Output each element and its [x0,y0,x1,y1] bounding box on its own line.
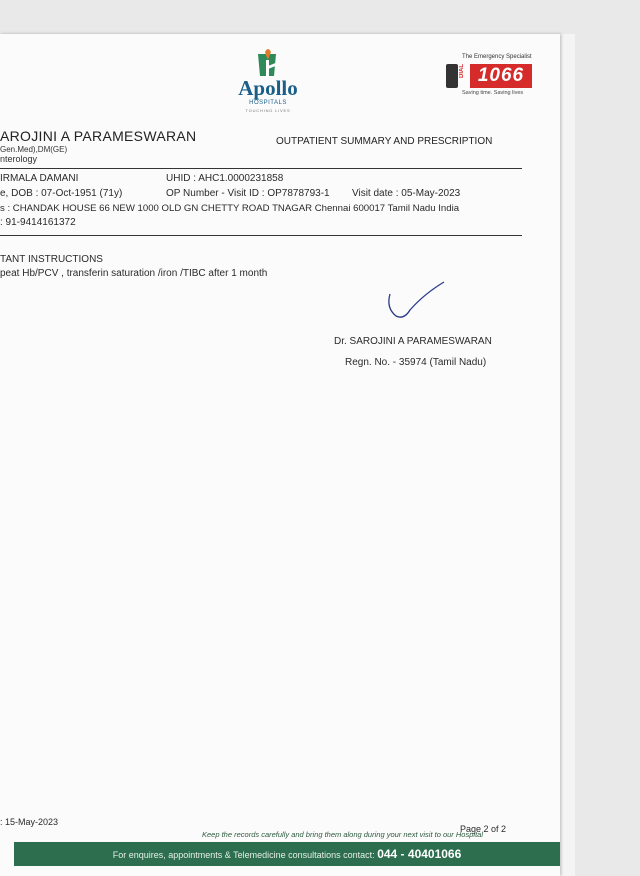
prescription-page [0,34,560,876]
logo-brand: Apollo [238,76,298,100]
instructions-heading: TANT INSTRUCTIONS [0,254,103,265]
emergency-number: 1066 [470,64,532,88]
op-number: OP Number - Visit ID : OP7878793-1 [166,188,330,199]
records-note: Keep the records carefully and bring them along during your next visit to our Hospital [202,830,483,839]
doctor-qualification: Gen.Med),DM(GE) [0,145,68,154]
signature-doctor-name: Dr. SAROJINI A PARAMESWARAN [334,336,492,347]
patient-address: s : CHANDAK HOUSE 66 NEW 1000 OLD GN CHETTY ROAD TNAGAR Chennai 600017 Tamil Nadu India [0,203,460,214]
visit-date: Visit date : 05-May-2023 [352,188,461,199]
signature-regn: Regn. No. - 35974 (Tamil Nadu) [345,357,487,368]
document-title: OUTPATIENT SUMMARY AND PRESCRIPTION [276,136,493,147]
instructions-text: peat Hb/PCV , transferin saturation /iron /TIBC after 1 month [0,268,268,279]
print-date: : 15-May-2023 [0,817,59,827]
header-divider [0,168,522,169]
contact-footer [14,842,560,866]
emergency-label: The Emergency Specialist [462,54,532,60]
patient-divider [0,235,522,236]
logo-tagline: TOUCHING LIVES [245,108,291,113]
doctor-department: nterology [0,154,38,164]
logo-subtitle: HOSPITALS [249,100,287,106]
patient-dob: e, DOB : 07-Oct-1951 (71y) [0,188,123,199]
apollo-logo [232,48,304,120]
doctor-name: AROJINI A PARAMESWARAN [0,128,197,144]
emergency-dial-badge [446,54,536,104]
mobile-phone-icon [446,64,458,88]
dial-text: DIAL [459,64,465,78]
patient-phone: : 91-9414161372 [0,217,76,228]
patient-name: IRMALA DAMANI [0,173,79,184]
patient-uhid: UHID : AHC1.0000231858 [166,173,284,184]
emergency-tagline: Saving time. Saving lives [462,90,524,96]
page-number: Page 2 of 2 [460,824,507,834]
contact-text: For enquires, appointments & Telemedicine consultations contact: [112,850,375,860]
contact-number: 044 - 40401066 [377,847,462,861]
handwritten-signature [384,280,450,326]
